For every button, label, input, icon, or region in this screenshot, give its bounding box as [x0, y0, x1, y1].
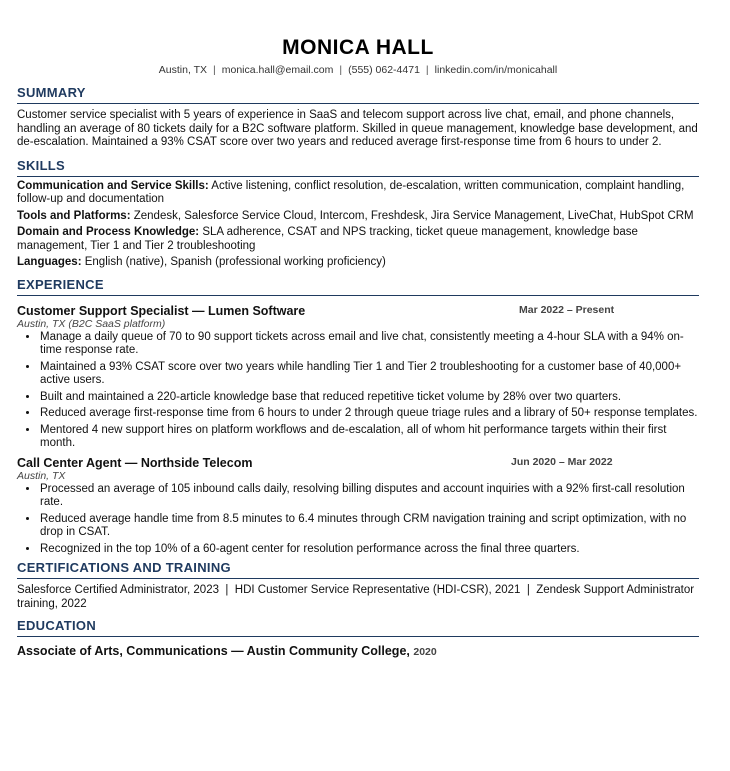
skill-value: Zendesk, Salesforce Service Cloud, Intercom, Freshdesk, Jira Service Management, LiveChat, HubSpot CRM [130, 209, 694, 222]
contact-line [17, 63, 699, 77]
job-location: Austin, TX (B2C SaaS platform) [17, 317, 166, 330]
skill-value: English (native), Spanish (professional working proficiency) [81, 256, 386, 268]
contact-location: Austin, TX [158, 64, 208, 76]
job-header [17, 302, 699, 318]
skill-domain [17, 226, 699, 253]
education-heading: EDUCATION [17, 618, 699, 637]
job-dates: Mar 2022 – Present [519, 303, 615, 316]
job-title: Call Center Agent — Northside Telecom [17, 455, 253, 470]
skill-label: Domain and Process Knowledge: [17, 226, 200, 238]
job-bullets [17, 483, 699, 557]
certifications-text: Salesforce Certified Administrator, 2023 | HDI Customer Service Representative (HDI-CSR), 2021 | Zendesk Support Administrator training, 2022 [17, 584, 698, 610]
resume-page [17, 0, 699, 660]
job-title: Customer Support Specialist — Lumen Software [17, 303, 306, 318]
job-header [17, 454, 699, 470]
skill-tools [17, 210, 699, 224]
education-entry [17, 643, 699, 660]
contact-linkedin[interactable]: linkedin.com/in/monicahall [434, 64, 558, 76]
job-bullet: • Recognized in the top 10% of a 60-agent center for resolution performance across the final three quarters. [39, 543, 699, 557]
education-year: 2020 [413, 646, 437, 658]
skill-label: Tools and Platforms: [17, 209, 131, 222]
job-bullet: • Reduced average handle time from 8.5 minutes to 6.4 minutes through CRM navigation training and script optimization, with no drop in CSAT. [39, 513, 699, 540]
contact-phone: (555) 062-4471 [348, 64, 420, 76]
candidate-name: MONICA HALL [282, 36, 434, 59]
contact-separator: | [213, 64, 216, 76]
job-bullet: • Mentored 4 new support hires on platform workflows and de-escalation, all of whom hit performance targets within their first month. [39, 424, 699, 451]
experience-heading: EXPERIENCE [17, 277, 699, 296]
job-bullet: • Manage a daily queue of 70 to 90 support tickets across email and live chat, consistently meeting a 4-hour SLA with a 94% on-time response rate. [39, 331, 699, 358]
contact-separator: | [425, 64, 429, 76]
job-location: Austin, TX [17, 469, 66, 482]
contact-separator: | [339, 64, 343, 76]
education-degree: Associate of Arts, Communications — Austin Community College, [17, 644, 410, 658]
job-bullet: • Processed an average of 105 inbound calls daily, resolving billing disputes and account inquiries with a 92% first-call resolution rate. [39, 483, 699, 510]
skills-heading: SKILLS [17, 158, 699, 177]
skill-value: SLA adherence, CSAT and NPS tracking, ticket queue management, knowledge base management, Tier 1 and Tier 2 troubleshooting [17, 226, 638, 252]
skill-label: Communication and Service Skills: [17, 179, 209, 192]
skill-label: Languages: [17, 256, 82, 268]
contact-email[interactable]: monica.hall@email.com [221, 64, 334, 76]
job-dates: Jun 2020 – Mar 2022 [511, 455, 613, 468]
skill-languages [17, 256, 699, 270]
certifications-heading: CERTIFICATIONS AND TRAINING [17, 560, 699, 579]
job-bullet: • Maintained a 93% CSAT score over two years while handling Tier 1 and Tier 2 troubleshooting for a customer base of 40,000+ active users. [39, 361, 699, 388]
job-entry [17, 302, 699, 451]
job-bullets [17, 331, 699, 451]
skills-list [17, 180, 699, 270]
summary-text: Customer service specialist with 5 years of experience in SaaS and telecom support across live chat, email, and phone channels, handling an average of 80 tickets daily for a B2C software platform. Skilled in queue management, knowledge base development, and de-escalation. Maintained a 93% CSAT score over two years and reduced average first-response time from 6 hours to under 2. [17, 109, 698, 148]
job-bullet: • Reduced average first-response time from 6 hours to under 2 through queue triage rules and a library of 50+ response templates. [39, 407, 699, 421]
skill-communication [17, 180, 699, 207]
skill-value: Active listening, conflict resolution, de-escalation, written communication, complaint handling, follow-up and documentation [17, 179, 685, 205]
job-entry [17, 454, 699, 557]
job-bullet: • Built and maintained a 220-article knowledge base that reduced repetitive ticket volume by 28% over two quarters. [39, 391, 699, 405]
summary-heading: SUMMARY [17, 85, 699, 104]
